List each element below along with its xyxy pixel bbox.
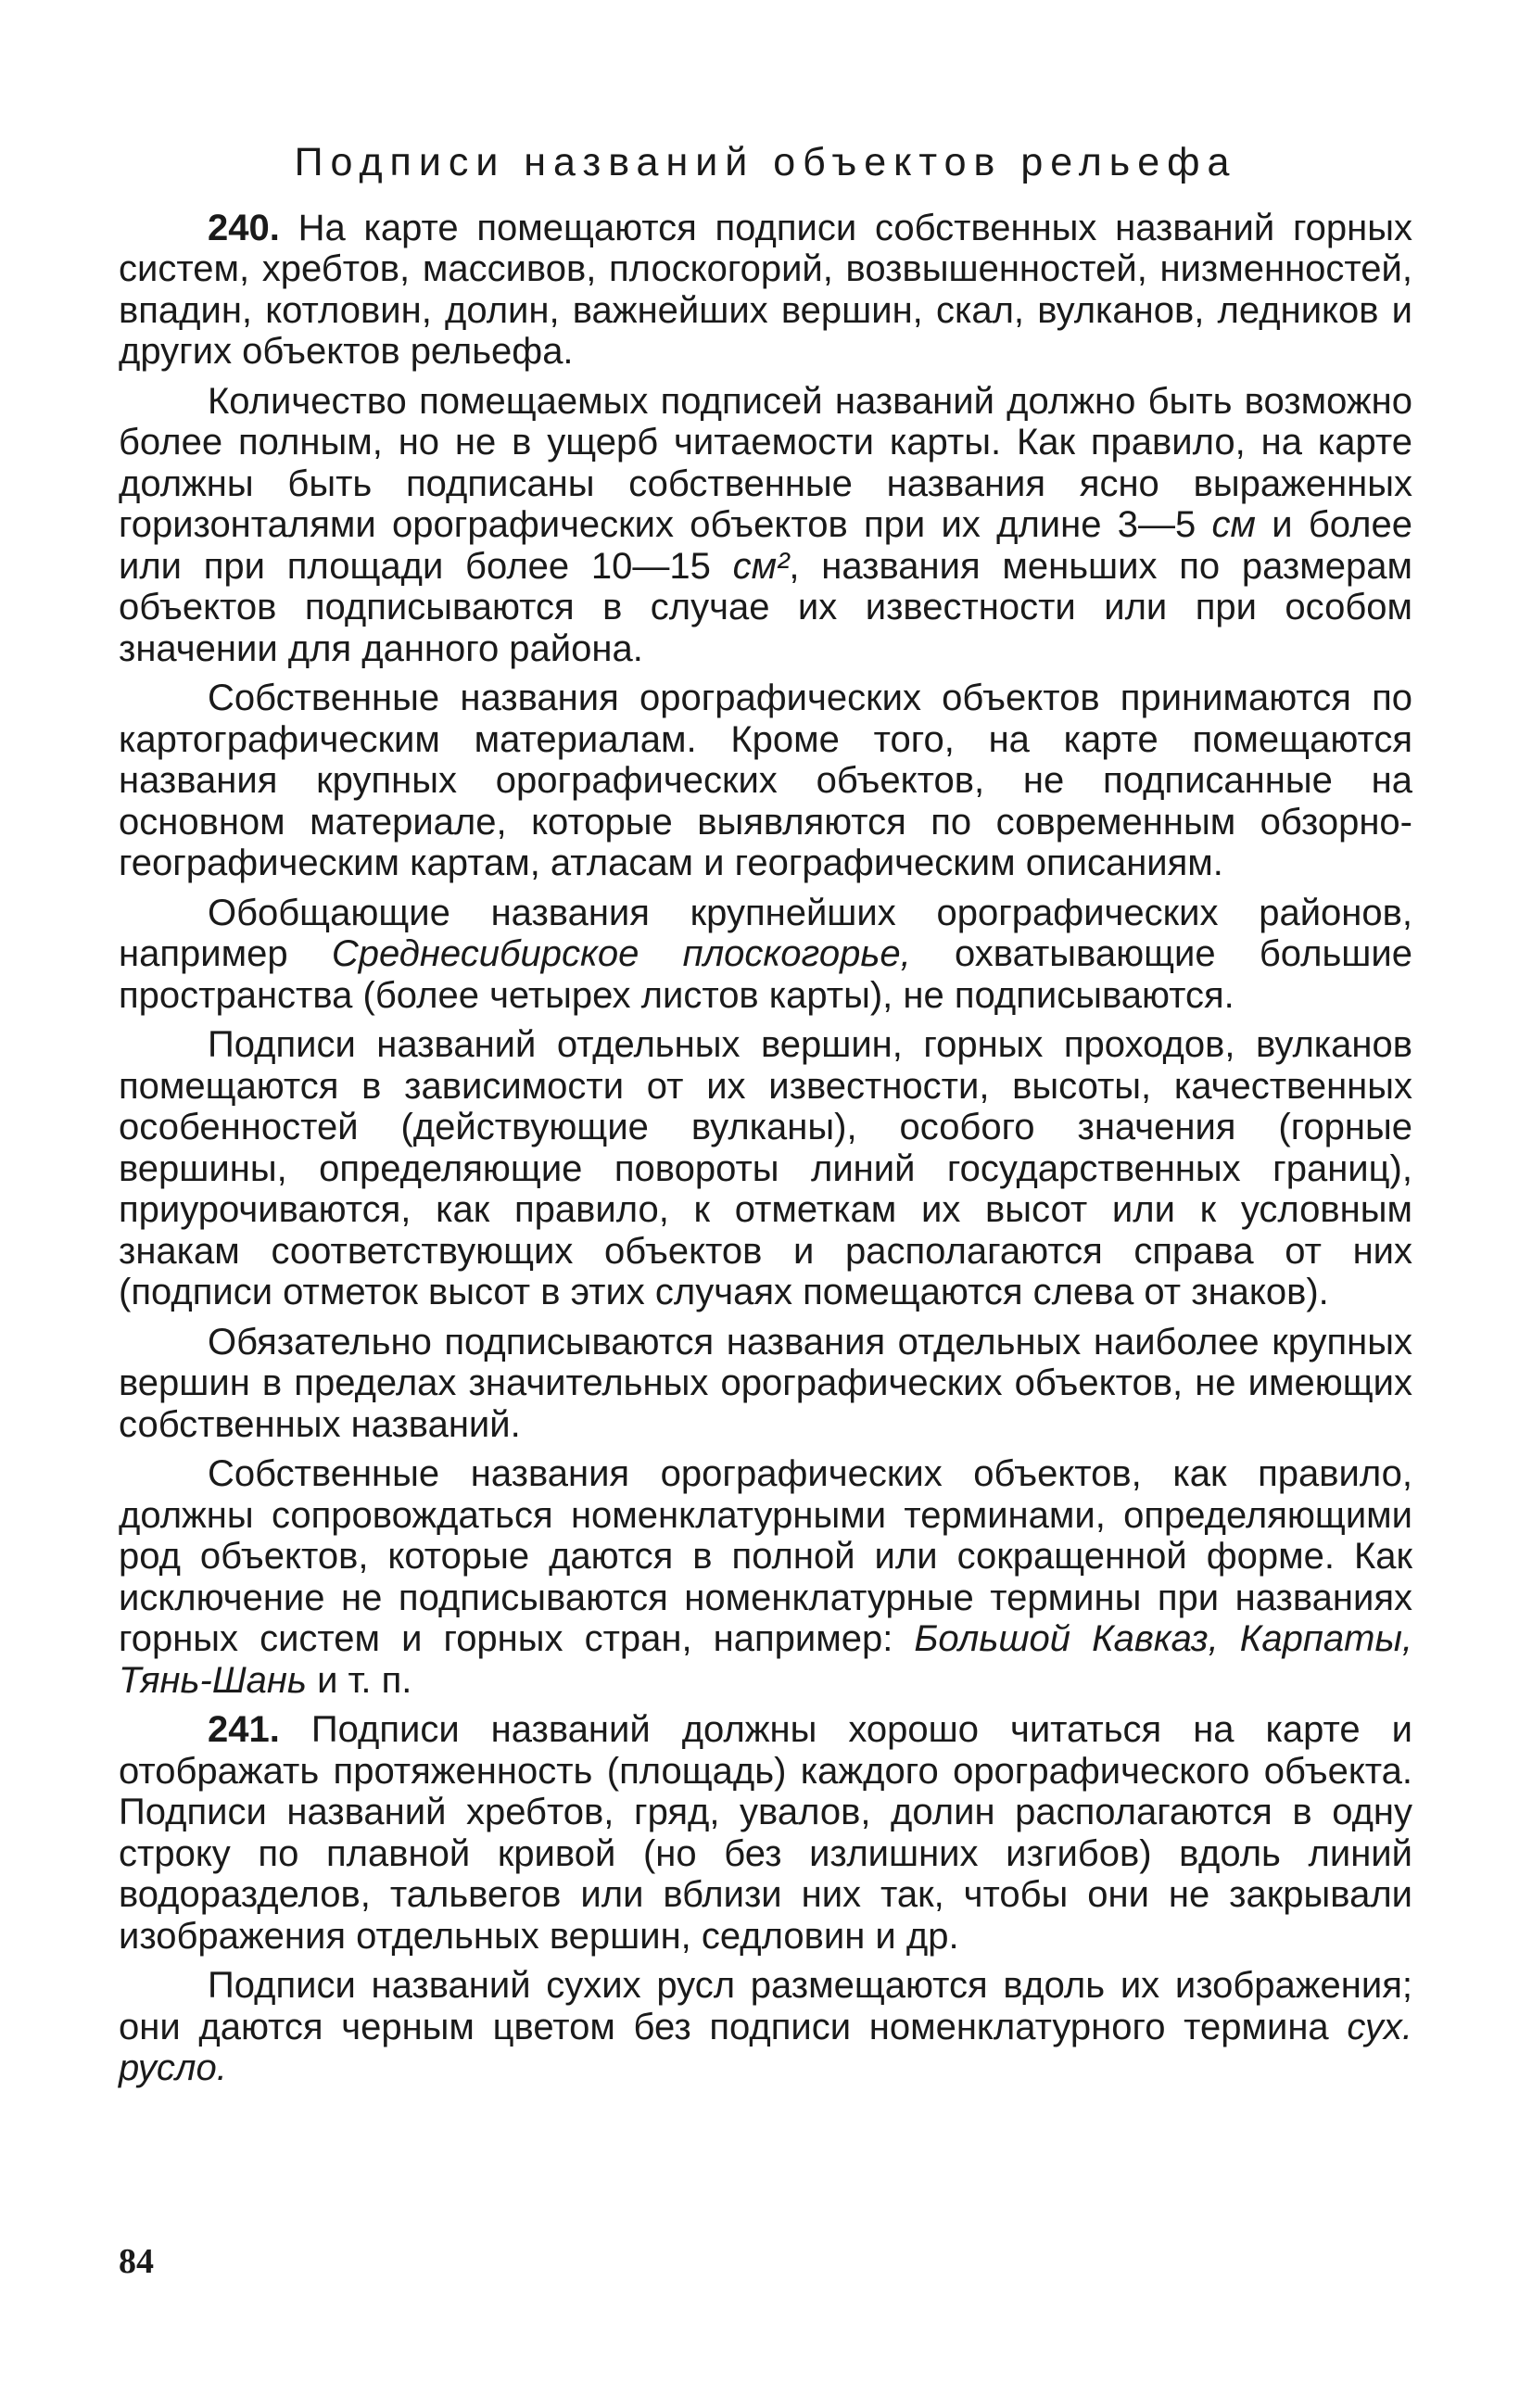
italic-example: Среднесибирское плоскогорье, [331,933,911,975]
paragraph-text: охватывающие большие пространства (более четырех листов карты), не подписываются. [119,933,1412,1016]
paragraph-241 [119,1709,1412,1957]
unit-cm: см [1211,504,1256,546]
paragraph-generalized-names [119,893,1412,1017]
paragraph-text: Количество помещаемых подписей названий должно быть возможно более полным, но не в ущерб читаемости карты. Как правило, на карте должны быть подписаны собственные названия ясно выраженных горизонталями орографических объектов при их длине 3—5 [119,380,1412,546]
paragraph-text: и т. п. [306,1659,412,1701]
italic-example: сух. русло. [119,2006,1412,2089]
item-number-240: 240. [208,207,280,248]
paragraph-text: и более или при площади более 10—15 [119,504,1412,587]
paragraph-sources: Собственные названия орографических объектов принимаются по картографическим материалам. Кроме того, на карте помещаются названия крупных орографических объектов, не подписанные на основном материале, которые выявляются по современным обзорно-географическим картам, атласам и географическим описаниям. [119,678,1412,884]
item-number-241: 241. [208,1709,280,1751]
paragraph-label-quantity [119,381,1412,670]
paragraph-text: Собственные названия орографических объектов, как правило, должны сопровождаться номенклатурными терминами, определяющими род объектов, которые даются в полной или сокращенной форме. Как исключение не подписываются номенклатурные термины при названиях горных систем и горных стран, например: [119,1453,1412,1660]
paragraph-text: Подписи названий сухих русл размещаются вдоль их изображения; они даются черным цветом без подписи номенклатурного термина [119,1965,1412,2047]
paragraph-nomenclature [119,1453,1412,1701]
paragraph-240-text: На карте помещаются подписи собственных названий горных систем, хребтов, массивов, плоскогорий, возвышенностей, низменностей, впадин, котловин, долин, важнейших вершин, скал, вулканов, ледников и других объектов рельефа. [119,207,1412,373]
paragraph-peaks: Подписи названий отдельных вершин, горных проходов, вулканов помещаются в зависимости от их известности, высоты, качественных особенностей (действующие вулканы), особого значения (горные вершины, определяющие повороты линий государственных границ), приурочиваются, как правило, к отметкам их высот или к условным знакам соответствующих объектов и располагаются справа от них (подписи отметок высот в этих случаях помещаются слева от знаков). [119,1024,1412,1313]
paragraph-240 [119,208,1412,373]
page-number: 84 [119,2242,154,2281]
document-page [119,139,1412,2097]
paragraph-241-text: Подписи названий должны хорошо читаться на карте и отображать протяженность (площадь) каждого орографического объекта. Подписи названий хребтов, гряд, увалов, долин располагаются в одну строку по плавной кривой (но без излишних изгибов) вдоль линий водоразделов, тальвегов или вблизи них так, чтобы они не закрывали изображения отдельных вершин, седловин и др. [119,1709,1412,1957]
italic-example: Большой Кавказ, Карпаты, Тянь-Шань [119,1618,1412,1701]
paragraph-text: , названия меньших по размерам объектов подписываются в случае их известности или при особом значении для данного района. [119,545,1412,669]
section-title: Подписи названий объектов рельефа [294,140,1237,184]
paragraph-dry-beds [119,1965,1412,2089]
unit-cm2: см² [732,545,790,587]
paragraph-text: Обобщающие названия крупнейших орографических районов, например [119,892,1412,975]
paragraph-mandatory: Обязательно подписываются названия отдельных наиболее крупных вершин в пределах значительных орографических объектов, не имеющих собственных названий. [119,1321,1412,1445]
